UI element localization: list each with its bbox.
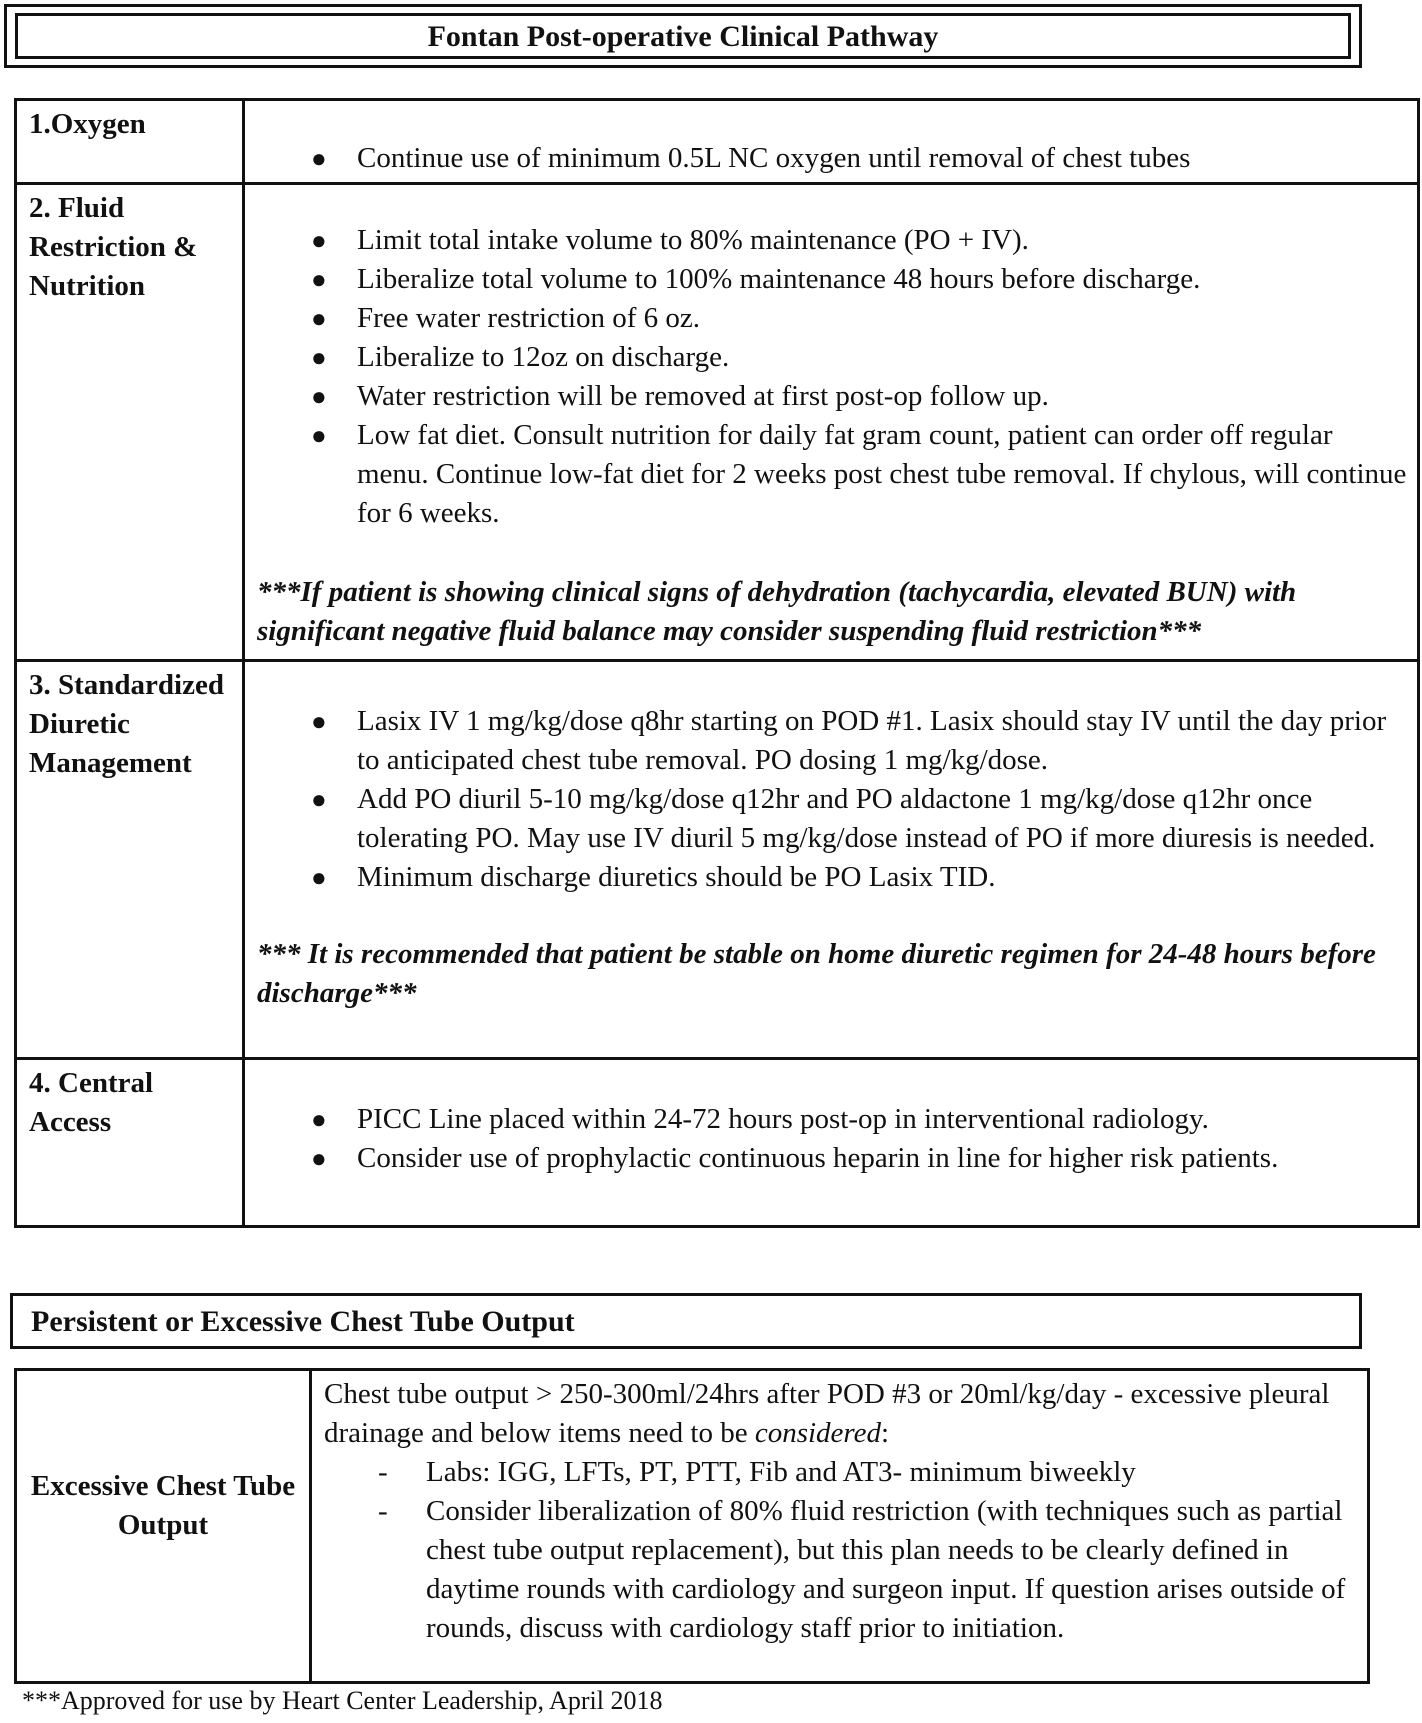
bullet-icon: ● — [311, 226, 327, 255]
section-content-oxygen — [244, 100, 1419, 184]
bullet-icon: ● — [311, 1144, 327, 1173]
list-item: - Labs: IGG, LFTs, PT, PTT, Fib and AT3- minimum biweekly — [324, 1453, 1357, 1492]
section-content-diuretic — [244, 661, 1419, 1059]
chest-tube-content — [311, 1370, 1369, 1683]
bullet-item: ● Liberalize total volume to 100% maintenance 48 hours before discharge. — [257, 260, 1409, 299]
section-label-central-access: 4. Central Access — [16, 1059, 244, 1227]
bullet-item: ● Continue use of minimum 0.5L NC oxygen until removal of chest tubes — [257, 139, 1409, 178]
section-row-central-access — [16, 1059, 1419, 1227]
bullet-item: ● Water restriction will be removed at first post-op follow up. — [257, 377, 1409, 416]
chest-tube-intro: Chest tube output > 250-300ml/24hrs after POD #3 or 20ml/kg/day - excessive pleural drainage and below items need to be considered: — [324, 1378, 1330, 1449]
bullet-item: ● PICC Line placed within 24-72 hours post-op in interventional radiology. — [257, 1100, 1409, 1139]
section-content-central-access — [244, 1059, 1419, 1227]
title-box — [4, 4, 1362, 68]
bullet-item: ● Free water restriction of 6 oz. — [257, 299, 1409, 338]
bullet-icon: ● — [311, 863, 327, 892]
pathway-table — [14, 98, 1420, 1228]
bullet-item: ● Low fat diet. Consult nutrition for daily fat gram count, patient can order off regular menu. Continue low-fat diet for 2 weeks post chest tube removal. If chylous, will continue for 6 weeks. — [257, 416, 1409, 533]
dash-icon: - — [378, 1495, 388, 1527]
bullet-icon: ● — [311, 421, 327, 450]
dash-icon: - — [378, 1456, 388, 1488]
section-row-fluid — [16, 184, 1419, 661]
bullet-icon: ● — [311, 785, 327, 814]
diuretic-note: *** It is recommended that patient be stable on home diuretic regimen for 24-48 hours before discharge*** — [257, 938, 1376, 1009]
bullet-icon: ● — [311, 144, 327, 173]
chest-tube-label: Excessive Chest Tube Output — [16, 1370, 311, 1683]
section-label-oxygen: 1.Oxygen — [16, 100, 244, 184]
chest-tube-section-title: Persistent or Excessive Chest Tube Output — [10, 1293, 1362, 1349]
section-content-fluid — [244, 184, 1419, 661]
section-label-fluid: 2. Fluid Restriction & Nutrition — [16, 184, 244, 661]
document-title: Fontan Post-operative Clinical Pathway — [15, 13, 1351, 59]
bullet-icon: ● — [311, 265, 327, 294]
bullet-item: ● Consider use of prophylactic continuous heparin in line for higher risk patients. — [257, 1139, 1409, 1178]
bullet-icon: ● — [311, 707, 327, 736]
bullet-icon: ● — [311, 382, 327, 411]
bullet-icon: ● — [311, 304, 327, 333]
chest-tube-table — [14, 1368, 1370, 1684]
bullet-icon: ● — [311, 1105, 327, 1134]
list-item: - Consider liberalization of 80% fluid restriction (with techniques such as partial chest tube output replacement), but this plan needs to be clearly defined in daytime rounds with cardiology and surgeon input. If question arises outside of rounds, discuss with cardiology staff prior to initiation. — [324, 1492, 1357, 1648]
approval-footnote: ***Approved for use by Heart Center Leadership, April 2018 — [22, 1686, 663, 1715]
section-label-diuretic: 3. Standardized Diuretic Management — [16, 661, 244, 1059]
section-row-oxygen — [16, 100, 1419, 184]
fluid-note: ***If patient is showing clinical signs of dehydration (tachycardia, elevated BUN) with significant negative fluid balance may consider suspending fluid restriction*** — [257, 576, 1297, 647]
bullet-item: ● Minimum discharge diuretics should be PO Lasix TID. — [257, 858, 1409, 897]
bullet-item: ● Limit total intake volume to 80% maintenance (PO + IV). — [257, 221, 1409, 260]
bullet-item: ● Liberalize to 12oz on discharge. — [257, 338, 1409, 377]
bullet-item: ● Add PO diuril 5-10 mg/kg/dose q12hr and PO aldactone 1 mg/kg/dose q12hr once tolerating PO. May use IV diuril 5 mg/kg/dose instead of PO if more diuresis is needed. — [257, 780, 1409, 858]
bullet-item: ● Lasix IV 1 mg/kg/dose q8hr starting on POD #1. Lasix should stay IV until the day prior to anticipated chest tube removal. PO dosing 1 mg/kg/dose. — [257, 702, 1409, 780]
chest-tube-row — [16, 1370, 1369, 1683]
section-row-diuretic — [16, 661, 1419, 1059]
bullet-icon: ● — [311, 343, 327, 372]
